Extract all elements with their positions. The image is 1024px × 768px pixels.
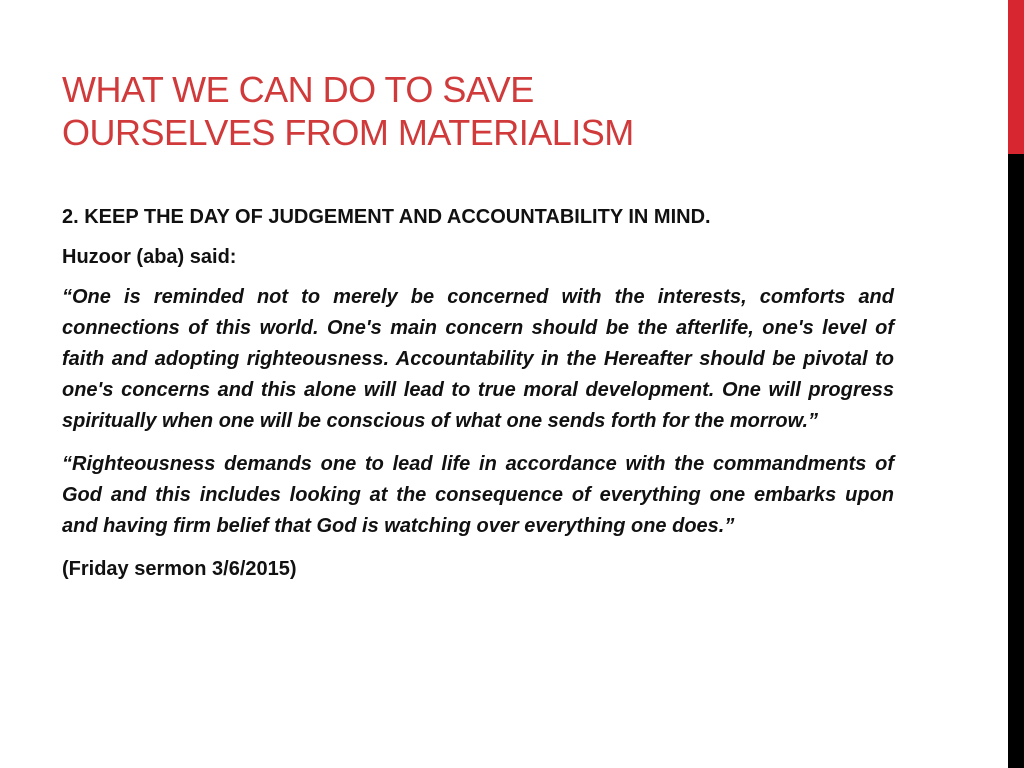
source-citation: (Friday sermon 3/6/2015)	[62, 558, 297, 580]
quote-paragraph-2: “Righteousness demands one to lead life in accordance with the commandments of God and this includes looking at the consequence of everything one embarks upon and having firm belief that God is watching over everything one does.”	[62, 453, 894, 537]
slide-body	[62, 204, 894, 585]
accent-bar-black	[1008, 154, 1024, 768]
section-heading: 2. KEEP THE DAY OF JUDGEMENT AND ACCOUNTABILITY IN MIND.	[62, 206, 711, 228]
slide-title-line-2: OURSELVES FROM MATERIALISM	[62, 112, 634, 153]
quote-paragraph-1: “One is reminded not to merely be concerned with the interests, comforts and connections of this world. One's main concern should be the afterlife, one's level of faith and adopting righteousness. Accountability in the Hereafter should be pivotal to one's concerns and this alone will lead to true moral development. One will progress spiritually when one will be conscious of what one sends forth for the morrow.”	[62, 286, 894, 432]
slide-title-line-1: WHAT WE CAN DO TO SAVE	[62, 69, 534, 110]
quote-attribution: Huzoor (aba) said:	[62, 246, 237, 268]
accent-bar-red	[1008, 0, 1024, 154]
slide-title	[62, 68, 962, 154]
